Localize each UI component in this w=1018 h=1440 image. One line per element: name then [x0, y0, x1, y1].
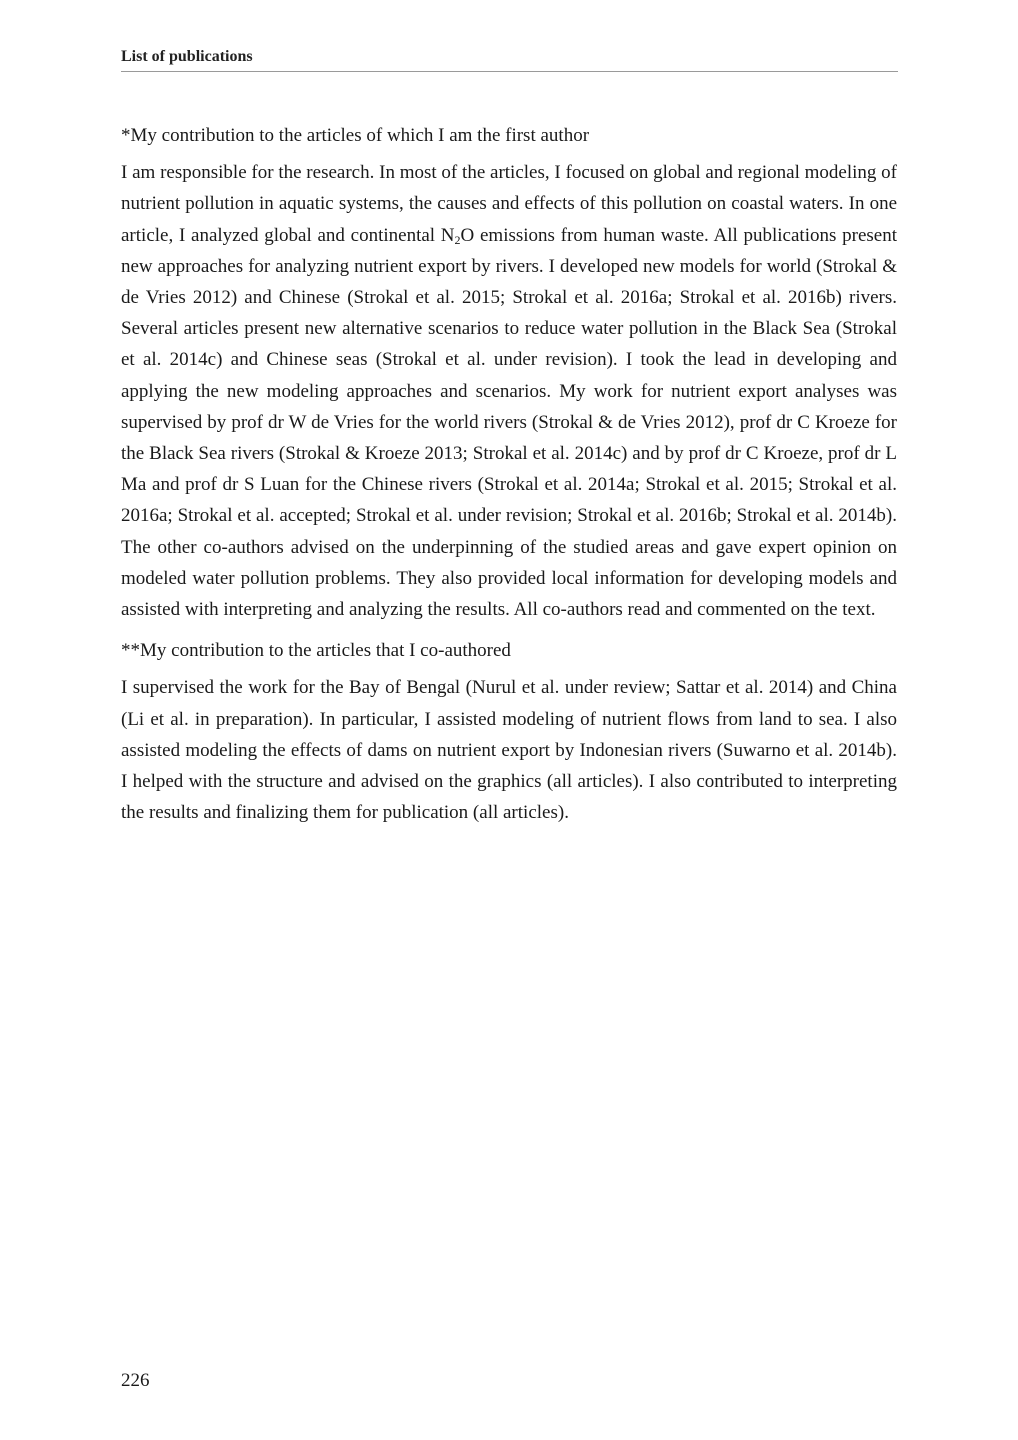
paragraph-text-part2: O emissions from human waste. All publications present new approaches for analyzing nutrient export by rivers. I developed new models for world (Strokal & de Vries 2012) and Chinese (Strokal et al. 2015; Strokal et al. 2016a; Strokal et al. 2016b) rivers. Several articles present new alternative scenarios to reduce water pollution in the Black Sea (Strokal et al. 2014c) and Chinese seas (Strokal et al. under revision). I took the lead in developing and applying the new modeling approaches and scenarios. My work for nutrient export analyses was supervised by prof dr W de Vries for the world rivers (Strokal & de Vries 2012), prof dr C Kroeze for the Black Sea rivers (Strokal & Kroeze 2013; Strokal et al. 2014c) and by prof dr C Kroeze, prof dr L Ma and prof dr S Luan for the Chinese rivers (Strokal et al. 2014a; Strokal et al. 2015; Strokal et al. 2016a; Strokal et al. accepted; Strokal et al. under revision; Strokal et al. 2016b; Strokal et al. 2014b). The other co-authors advised on the underpinning of the studied areas and gave expert opinion on modeled water pollution problems. They also provided local information for developing models and assisted with interpreting and analyzing the results. All co-authors read and commented on the text.	[121, 224, 897, 621]
section-coauthor-paragraph: I supervised the work for the Bay of Bengal (Nurul et al. under review; Sattar et al. 2014) and China (Li et al. in preparation). In particular, I assisted modeling of nutrient flows from land to sea. I also assisted modeling the effects of dams on nutrient export by Indonesian rivers (Suwarno et al. 2014b). I helped with the structure and advised on the graphics (all articles). I also contributed to interpreting the results and finalizing them for publication (all articles).	[121, 677, 897, 824]
section-first-author-paragraph	[121, 157, 897, 625]
subscript-2: 2	[454, 232, 461, 247]
page-number: 226	[121, 1370, 150, 1391]
paragraph-text-part1: I am responsible for the research. In most of the articles, I focused on global and regional modeling of nutrient pollution in aquatic systems, the causes and effects of this pollution on coastal waters. In one article, I analyzed global and continental N	[121, 162, 897, 246]
page-content	[121, 120, 897, 838]
running-header-title: List of publications	[121, 48, 253, 65]
section-first-author-heading: *My contribution to the articles of which I am the first author	[121, 125, 590, 146]
running-header	[121, 46, 898, 72]
section-coauthor-heading: **My contribution to the articles that I co-authored	[121, 640, 511, 662]
